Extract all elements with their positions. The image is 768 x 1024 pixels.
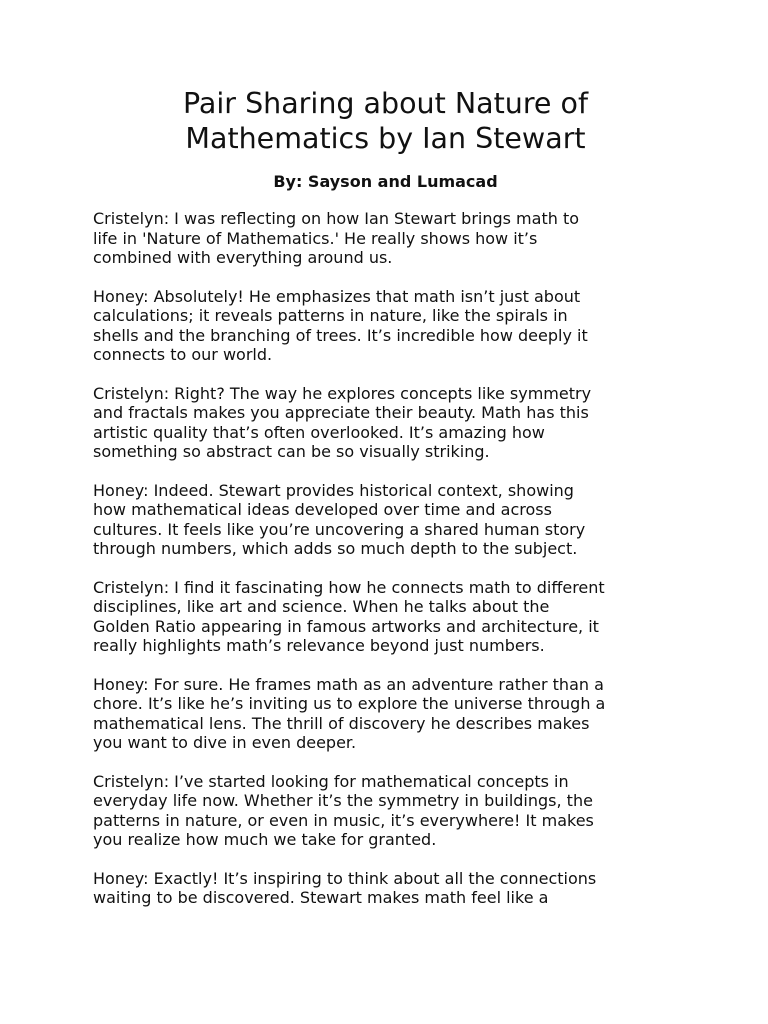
paragraph-line: shells and the branching of trees. It’s incredible how deeply it [93,325,588,345]
paragraph-line: artistic quality that’s often overlooked. It’s amazing how [93,422,545,442]
byline: By: Sayson and Lumacad [273,172,498,191]
paragraph-line: Cristelyn: I’ve started looking for mathematical concepts in [93,771,569,791]
paragraph-line: how mathematical ideas developed over time and across [93,500,552,519]
paragraph-line: Honey: Indeed. Stewart provides historical context, showing [93,480,574,500]
paragraph-line: patterns in nature, or even in music, it’s everywhere! It makes [93,810,594,830]
paragraph-line: disciplines, like art and science. When he talks about the [93,597,550,616]
paragraph-line: really highlights math’s relevance beyond just numbers. [93,636,545,655]
paragraph-line: connects to our world. [93,345,273,364]
dialogue-paragraph [93,209,678,268]
paragraph-line: and fractals makes you appreciate their beauty. Math has this [93,403,589,422]
dialogue-paragraph [93,772,678,850]
dialogue-paragraph [93,287,678,365]
paragraph-line: Honey: For sure. He frames math as an adventure rather than a [93,674,604,694]
dialogue-paragraph [93,481,678,559]
paragraph-line: you want to dive in even deeper. [93,733,357,752]
paragraph-line: something so abstract can be so visually striking. [93,442,490,461]
paragraph-line: Cristelyn: Right? The way he explores concepts like symmetry [93,383,592,403]
paragraph-line: through numbers, which adds so much depth to the subject. [93,539,578,558]
paragraph-line: everyday life now. Whether it’s the symmetry in buildings, the [93,791,593,810]
paragraph-line: you realize how much we take for granted. [93,830,437,849]
paragraph-line: Honey: Exactly! It’s inspiring to think about all the connections [93,868,597,888]
paragraph-line: waiting to be discovered. Stewart makes math feel like a [93,888,549,907]
paragraph-line: chore. It’s like he’s inviting us to explore the universe through a [93,694,606,713]
paragraph-line: life in 'Nature of Mathematics.' He really shows how it’s [93,228,538,248]
paragraph-line: combined with everything around us. [93,248,393,267]
dialogue-paragraph [93,675,678,753]
paragraph-line: cultures. It feels like you’re uncovering a shared human story [93,519,586,539]
title-line-2: Mathematics by Ian Stewart [185,122,586,155]
dialogue-paragraph [93,578,678,656]
paragraph-line: Honey: Absolutely! He emphasizes that math isn’t just about [93,286,581,306]
title-line-1: Pair Sharing about Nature of [183,87,588,120]
paragraph-line: Golden Ratio appearing in famous artworks and architecture, it [93,616,599,636]
dialogue-paragraph [93,869,678,908]
dialogue-paragraph [93,384,678,462]
paragraph-line: Cristelyn: I was reflecting on how Ian Stewart brings math to [93,209,580,228]
document-title [93,86,678,156]
paragraph-line: calculations; it reveals patterns in nature, like the spirals in [93,306,568,325]
paragraph-line: mathematical lens. The thrill of discovery he describes makes [93,713,590,733]
paragraph-line: Cristelyn: I find it fascinating how he connects math to different [93,577,605,597]
dialogue-body [93,209,678,908]
